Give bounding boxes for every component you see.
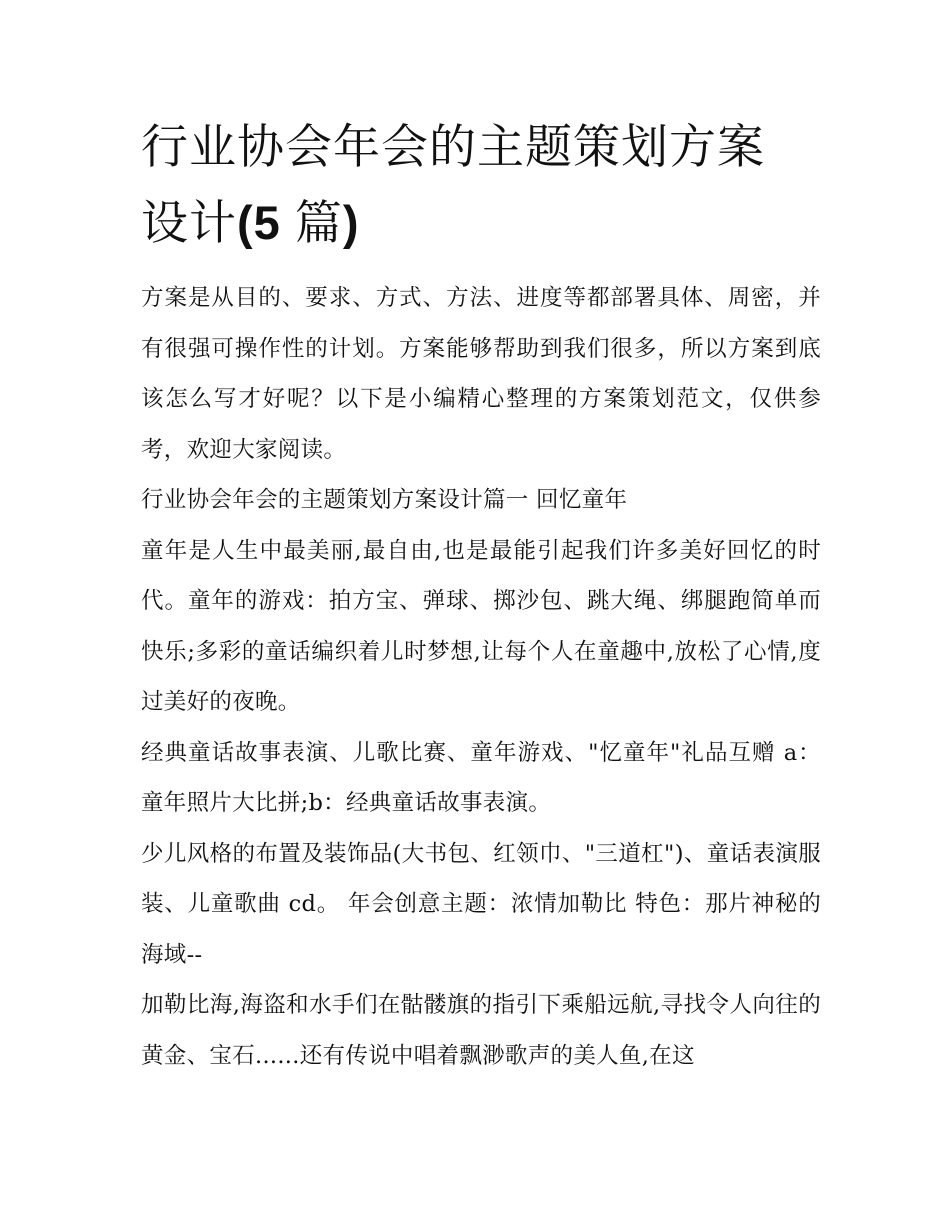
paragraph-intro: 方案是从目的、要求、方式、方法、进度等都部署具体、周密，并有很强可操作性的计划。方案能够帮助到我们很多，所以方案到底该怎么写才好呢？以下是小编精心整理的方案策划范文，仅供参考，欢迎大家阅读。 — [141, 285, 821, 463]
paragraph-decorations: 少儿风格的布置及装饰品(大书包、红领巾、"三道杠")、童话表演服装、儿童歌曲 cd。 年会创意主题：浓情加勒比 特色：那片神秘的海域-- — [141, 840, 821, 968]
title-line-1: 行业协会年会的主题策划方案 — [141, 120, 765, 175]
paragraph-childhood: 童年是人生中最美丽,最自由,也是最能引起我们许多美好回忆的时代。童年的游戏：拍方宝、弹球、掷沙包、跳大绳、绑腿跑简单而快乐;多彩的童话编织着儿时梦想,让每个人在童趣中,放松了心情,度过美好的夜晚。 — [141, 537, 821, 715]
document-title — [141, 110, 821, 261]
title-line-2-close: ) — [342, 196, 360, 249]
title-line-2-open: (5 — [237, 196, 295, 249]
title-line-2-mid: 篇 — [294, 196, 343, 251]
document-body — [141, 273, 821, 1081]
paragraph-caribbean: 加勒比海,海盗和水手们在骷髅旗的指引下乘船远航,寻找令人向往的黄金、宝石......还有传说中唱着飘渺歌声的美人鱼,在这 — [141, 992, 821, 1069]
paragraph-activities: 经典童话故事表演、儿歌比赛、童年游戏、"忆童年"礼品互赠 a：童年照片大比拼;b：经典童话故事表演。 — [141, 739, 821, 816]
title-line-2-prefix: 设计 — [141, 196, 237, 251]
document-page — [141, 110, 821, 1081]
paragraph-section-heading: 行业协会年会的主题策划方案设计篇一 回忆童年 — [141, 487, 628, 513]
